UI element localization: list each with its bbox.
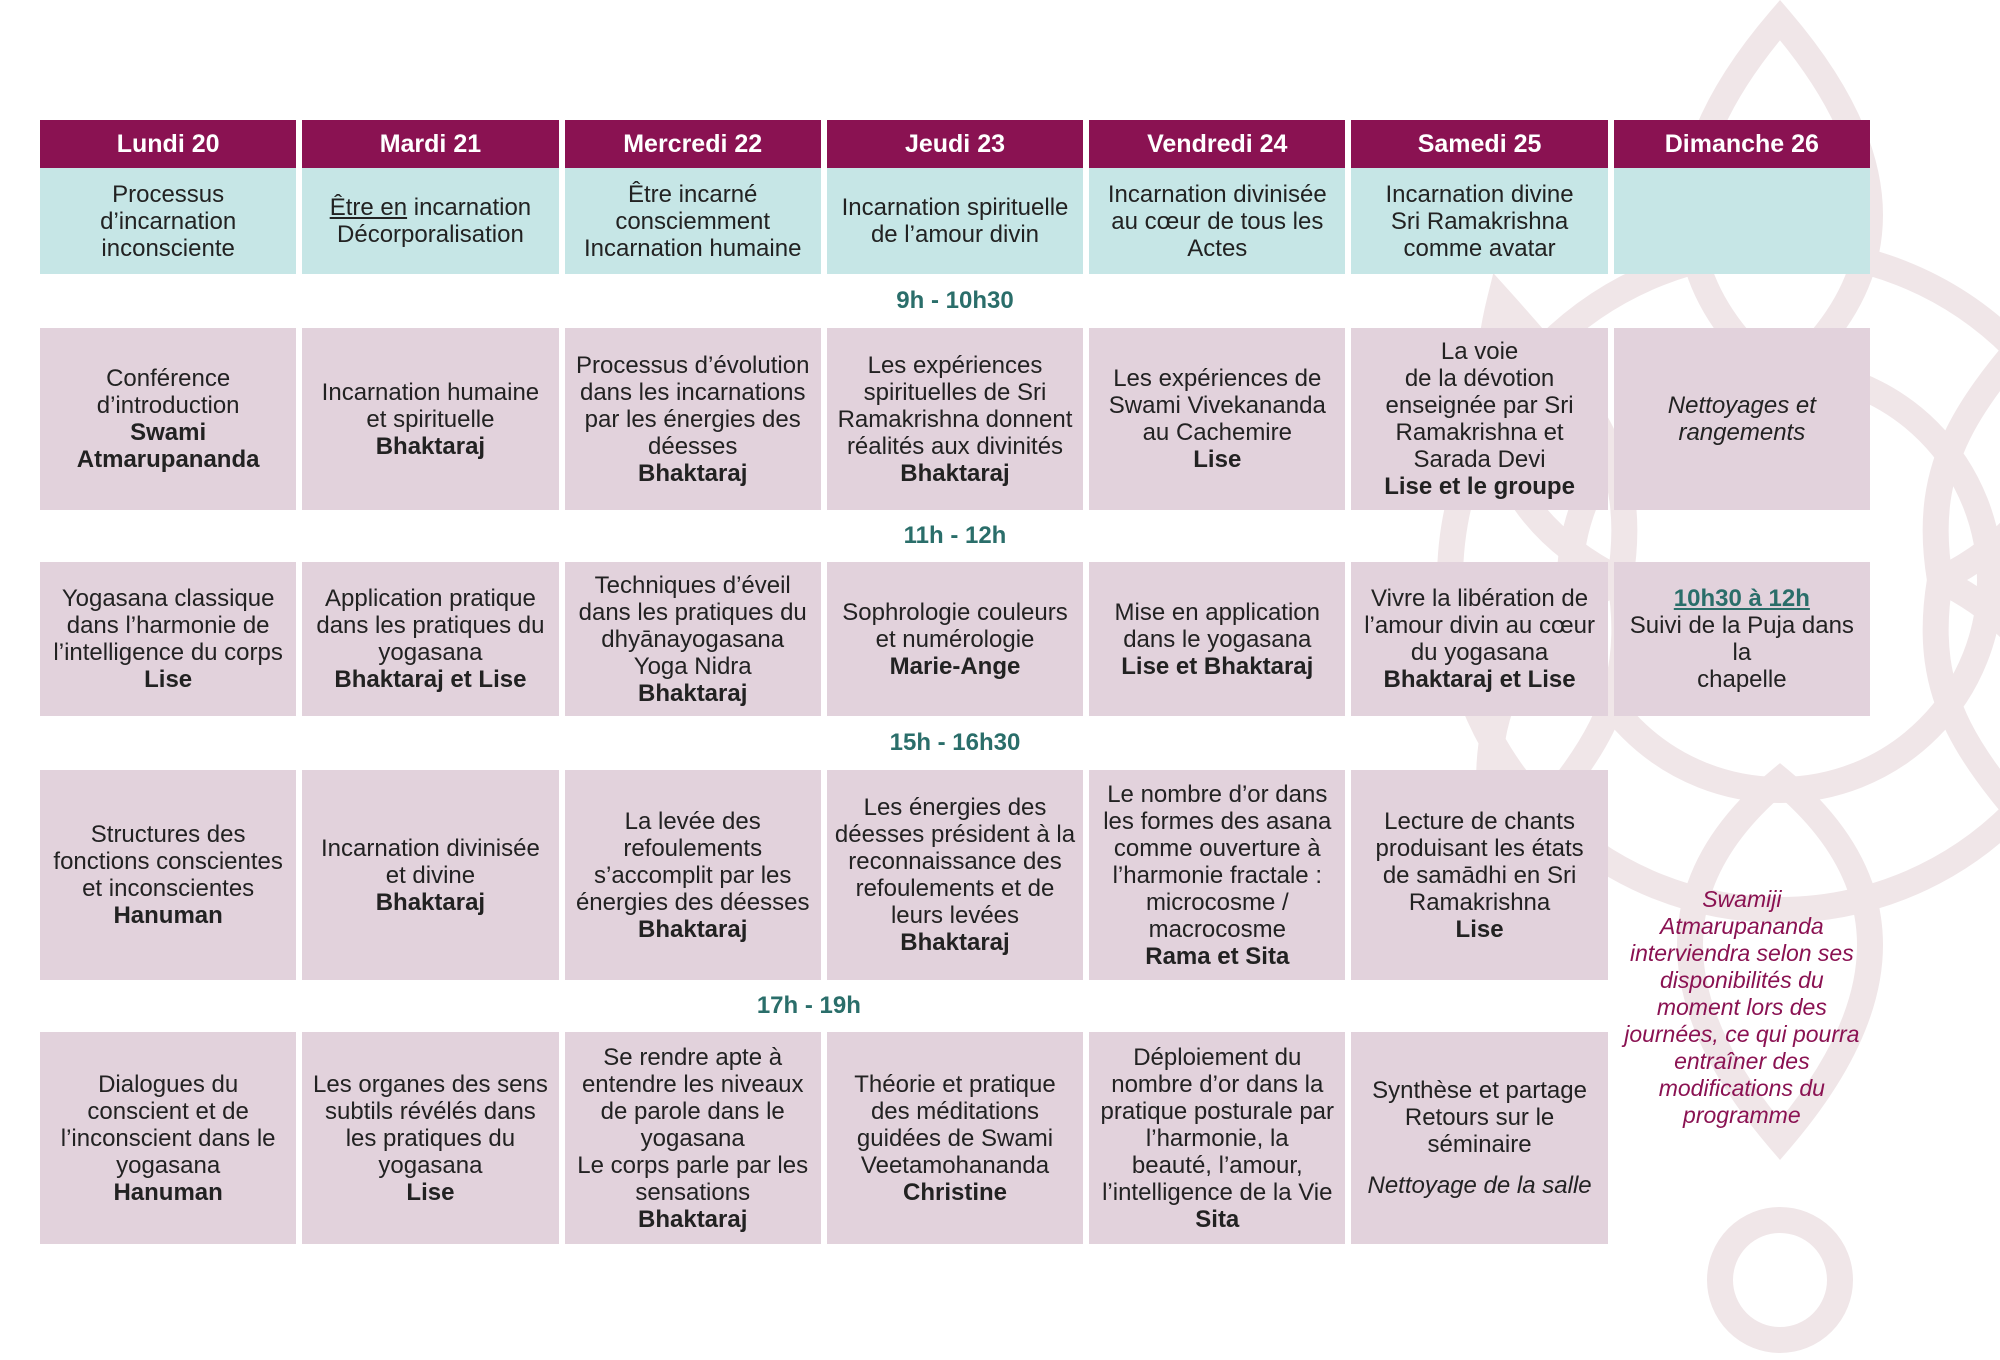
note-line: Atmarupananda bbox=[1659, 912, 1824, 939]
theme-dimanche bbox=[1614, 168, 1870, 274]
day-header-samedi: Samedi 25 bbox=[1351, 120, 1607, 168]
session-2-mercredi bbox=[565, 562, 821, 716]
session-line: Retours sur le bbox=[1404, 1104, 1555, 1131]
session-line: refoulements et de bbox=[855, 875, 1055, 902]
presenter: Bhaktaraj bbox=[375, 432, 486, 460]
session-line: yogasana bbox=[378, 1151, 483, 1179]
session-line: macrocosme bbox=[1148, 915, 1286, 943]
session-line: l’harmonie fractale : bbox=[1112, 861, 1322, 889]
session-line: Incarnation humaine bbox=[321, 378, 540, 406]
session-line: réalités aux divinités bbox=[846, 432, 1064, 460]
session-4-vendredi bbox=[1089, 1032, 1345, 1244]
session-line: sensations bbox=[635, 1178, 751, 1206]
presenter: Bhaktaraj bbox=[900, 929, 1010, 956]
session-line: spirituelles de Sri bbox=[863, 378, 1047, 406]
note-line: Swamiji bbox=[1702, 885, 1782, 912]
session-3-vendredi bbox=[1089, 770, 1345, 980]
session-line: entendre les niveaux bbox=[581, 1070, 804, 1098]
session-line: Structures des bbox=[90, 821, 246, 848]
session-2-mardi bbox=[302, 562, 558, 716]
note-line: interviendra selon ses bbox=[1629, 939, 1854, 966]
session-line: Vivre la libération de bbox=[1371, 585, 1589, 612]
session-line: Yoga Nidra bbox=[633, 652, 752, 680]
session-line: Conférence bbox=[106, 365, 231, 392]
time-slot-4: 17h - 19h bbox=[756, 992, 861, 1019]
session-line: produisant les états bbox=[1375, 834, 1584, 862]
session-line: Sophrologie couleurs bbox=[842, 598, 1068, 626]
note-line: journées, ce qui pourra bbox=[1624, 1020, 1860, 1047]
session-line: rangements bbox=[1678, 419, 1806, 446]
session-line: Ramakrishna bbox=[1408, 888, 1551, 916]
session-line: d’introduction bbox=[96, 392, 240, 419]
session-line: dhyānayogasana bbox=[601, 625, 785, 653]
session-line: refoulements bbox=[623, 834, 763, 862]
session-line: Swami Vivekananda bbox=[1108, 392, 1326, 419]
presenter: Lise bbox=[1193, 446, 1242, 473]
session-line: séminaire bbox=[1427, 1131, 1532, 1158]
session-line: Les expériences bbox=[867, 351, 1043, 379]
day-header-mardi: Mardi 21 bbox=[302, 120, 558, 168]
day-header-dimanche: Dimanche 26 bbox=[1614, 120, 1870, 168]
theme-line: consciemment bbox=[615, 207, 771, 235]
session-1-jeudi bbox=[827, 328, 1083, 510]
day-header-mercredi: Mercredi 22 bbox=[565, 120, 821, 168]
presenter: Marie-Ange bbox=[889, 652, 1021, 680]
session-line: Techniques d’éveil bbox=[594, 571, 791, 599]
session-line: les formes des asana bbox=[1103, 807, 1332, 835]
session-line: comme ouverture à bbox=[1113, 834, 1321, 862]
session-line: et numérologie bbox=[875, 625, 1035, 653]
session-line: Yogasana classique bbox=[61, 585, 275, 612]
session-1-mardi bbox=[302, 328, 558, 510]
presenter: Lise et le groupe bbox=[1384, 473, 1575, 500]
puja-time: 10h30 à 12h bbox=[1673, 585, 1810, 612]
session-line: La voie bbox=[1440, 338, 1519, 365]
presenter: Atmarupananda bbox=[76, 446, 260, 473]
theme-mardi bbox=[302, 168, 558, 274]
session-line: dans les pratiques du bbox=[316, 612, 545, 639]
theme-line: inconsciente bbox=[101, 234, 235, 262]
presenter: Bhaktaraj bbox=[638, 915, 748, 943]
session-line: nombre d’or dans la bbox=[1111, 1070, 1324, 1098]
session-line: l’inconscient dans le bbox=[60, 1124, 276, 1152]
time-slot-2: 11h - 12h bbox=[903, 522, 1007, 549]
day-header-lundi: Lundi 20 bbox=[40, 120, 296, 168]
theme-line: d’incarnation bbox=[100, 207, 237, 235]
session-line: Les expériences de bbox=[1113, 365, 1322, 392]
presenter: Bhaktaraj bbox=[638, 459, 748, 487]
session-3-mercredi bbox=[565, 770, 821, 980]
session-2-vendredi bbox=[1089, 562, 1345, 716]
session-line: Processus d’évolution bbox=[575, 351, 810, 379]
session-line: de samādhi en Sri bbox=[1382, 861, 1577, 889]
session-line: Les énergies des bbox=[863, 794, 1047, 821]
time-slot-3: 15h - 16h30 bbox=[889, 729, 1021, 756]
presenter: Sita bbox=[1195, 1205, 1240, 1233]
theme-line: au cœur de tous les bbox=[1111, 207, 1324, 235]
theme-line bbox=[330, 194, 531, 221]
session-line: Théorie et pratique bbox=[854, 1070, 1056, 1098]
session-line: déesses président à la bbox=[834, 821, 1076, 848]
session-line: reconnaissance des bbox=[848, 848, 1062, 875]
session-line: au Cachemire bbox=[1142, 419, 1292, 446]
session-line: Le corps parle par les bbox=[577, 1151, 809, 1179]
session-2-jeudi bbox=[827, 562, 1083, 716]
session-line: dans les incarnations bbox=[579, 378, 806, 406]
session-1-lundi bbox=[40, 328, 296, 510]
session-line: Veetamohananda bbox=[860, 1151, 1050, 1179]
presenter: Bhaktaraj et Lise bbox=[334, 666, 527, 693]
theme-line: Incarnation humaine bbox=[583, 234, 802, 262]
session-1-samedi bbox=[1351, 328, 1607, 510]
presenter: Hanuman bbox=[113, 902, 223, 929]
presenter: Rama et Sita bbox=[1145, 942, 1290, 970]
session-line: dans les pratiques du bbox=[578, 598, 807, 626]
theme-line: comme avatar bbox=[1403, 234, 1556, 262]
session-line: de la dévotion bbox=[1404, 365, 1555, 392]
session-line: et divine bbox=[385, 861, 476, 889]
session-line: Incarnation divinisée bbox=[321, 834, 540, 862]
session-line: guidées de Swami bbox=[856, 1124, 1054, 1152]
presenter: Bhaktaraj bbox=[638, 679, 748, 707]
session-line: La levée des bbox=[624, 807, 761, 835]
session-line: Nettoyages et bbox=[1667, 392, 1816, 419]
theme-vendredi bbox=[1089, 168, 1345, 274]
note-line: entraîner des bbox=[1674, 1047, 1810, 1074]
theme-line: Incarnation divinisée bbox=[1107, 180, 1327, 208]
session-line: Dialogues du bbox=[98, 1070, 239, 1098]
theme-lundi bbox=[40, 168, 296, 274]
theme-samedi bbox=[1351, 168, 1607, 274]
session-line: Déploiement du bbox=[1133, 1043, 1302, 1071]
session-line: Suivi de la Puja dans la bbox=[1629, 612, 1854, 666]
session-line: dans le yogasana bbox=[1123, 625, 1312, 653]
presenter: Lise bbox=[144, 666, 193, 693]
session-line: s’accomplit par les bbox=[594, 861, 792, 889]
presenter: Bhaktaraj et Lise bbox=[1383, 666, 1576, 693]
presenter: Christine bbox=[902, 1178, 1007, 1206]
session-3-lundi bbox=[40, 770, 296, 980]
note-line: disponibilités du bbox=[1660, 966, 1824, 993]
presenter: Lise bbox=[1455, 915, 1504, 943]
session-line: Les organes des sens bbox=[313, 1070, 548, 1098]
theme-line: Processus bbox=[112, 180, 225, 208]
session-2-samedi bbox=[1351, 562, 1607, 716]
session-line: Synthèse et partage bbox=[1372, 1077, 1587, 1104]
day-header-vendredi: Vendredi 24 bbox=[1089, 120, 1345, 168]
session-3-samedi bbox=[1351, 770, 1607, 980]
day-header-jeudi: Jeudi 23 bbox=[827, 120, 1083, 168]
session-2-lundi bbox=[40, 562, 296, 716]
session-line: Mise en application bbox=[1114, 598, 1320, 626]
session-line: Ramakrishna donnent bbox=[837, 405, 1073, 433]
session-line: conscient et de bbox=[87, 1097, 249, 1125]
swamiji-note bbox=[1614, 770, 1870, 1244]
presenter: Bhaktaraj bbox=[375, 888, 486, 916]
session-line: de parole dans le bbox=[600, 1097, 785, 1125]
presenter: Swami bbox=[130, 419, 207, 446]
session-line: les pratiques du bbox=[345, 1124, 516, 1152]
session-line: et spirituelle bbox=[366, 405, 495, 433]
session-line: yogasana bbox=[378, 639, 483, 666]
session-1-dimanche bbox=[1614, 328, 1870, 510]
session-4-jeudi bbox=[827, 1032, 1083, 1244]
session-line: pratique posturale par bbox=[1100, 1097, 1335, 1125]
session-line: subtils révélés dans bbox=[325, 1097, 536, 1125]
theme-line: de l’amour divin bbox=[870, 221, 1040, 248]
note-line: programme bbox=[1683, 1101, 1801, 1128]
note-line: modifications du bbox=[1658, 1074, 1825, 1101]
session-4-mardi bbox=[302, 1032, 558, 1244]
theme-mercredi bbox=[565, 168, 821, 274]
theme-rest: incarnation bbox=[407, 194, 532, 221]
session-line: enseignée par Sri bbox=[1385, 392, 1574, 419]
session-line: énergies des déesses bbox=[575, 888, 810, 916]
session-3-mardi bbox=[302, 770, 558, 980]
session-line: l’harmonie, la bbox=[1145, 1124, 1289, 1152]
session-line: l’intelligence de la Vie bbox=[1102, 1178, 1333, 1206]
session-line: déesses bbox=[648, 432, 738, 460]
session-4-lundi bbox=[40, 1032, 296, 1244]
session-line: Ramakrishna et bbox=[1395, 419, 1564, 446]
presenter: Hanuman bbox=[113, 1178, 223, 1206]
session-line: microcosme / bbox=[1145, 888, 1289, 916]
session-3-jeudi bbox=[827, 770, 1083, 980]
presenter: Bhaktaraj bbox=[638, 1205, 748, 1233]
session-line: leurs levées bbox=[890, 902, 1020, 929]
theme-line: Sri Ramakrishna bbox=[1390, 207, 1569, 235]
session-line: Nettoyage de la salle bbox=[1367, 1172, 1592, 1199]
theme-line: Incarnation divine bbox=[1385, 180, 1574, 208]
session-2-dimanche bbox=[1614, 562, 1870, 716]
session-line: yogasana bbox=[116, 1151, 221, 1179]
session-line: dans l’harmonie de bbox=[66, 612, 270, 639]
presenter: Bhaktaraj bbox=[900, 459, 1010, 487]
presenter: Lise bbox=[406, 1178, 455, 1206]
session-4-mercredi bbox=[565, 1032, 821, 1244]
session-line: beauté, l’amour, bbox=[1131, 1151, 1303, 1179]
presenter: Lise et Bhaktaraj bbox=[1121, 652, 1314, 680]
session-line: chapelle bbox=[1697, 666, 1787, 693]
session-line: et inconscientes bbox=[82, 875, 255, 902]
session-line: yogasana bbox=[640, 1124, 745, 1152]
session-line: par les énergies des bbox=[584, 405, 801, 433]
session-line: du yogasana bbox=[1410, 639, 1549, 666]
session-line: l’amour divin au cœur bbox=[1364, 612, 1595, 639]
session-line: Lecture de chants bbox=[1384, 807, 1575, 835]
theme-jeudi bbox=[827, 168, 1083, 274]
session-4-samedi bbox=[1351, 1032, 1607, 1244]
session-line: l’intelligence du corps bbox=[53, 639, 283, 666]
theme-underlined: Être en bbox=[329, 194, 408, 221]
session-line: fonctions conscientes bbox=[53, 848, 283, 875]
session-line: Sarada Devi bbox=[1413, 446, 1546, 473]
session-1-vendredi bbox=[1089, 328, 1345, 510]
theme-line: Actes bbox=[1187, 234, 1248, 262]
theme-line: Décorporalisation bbox=[337, 221, 524, 248]
time-slot-1: 9h - 10h30 bbox=[896, 287, 1014, 314]
session-line: Application pratique bbox=[325, 585, 536, 612]
note-line: moment lors des bbox=[1656, 993, 1827, 1020]
session-line: Se rendre apte à bbox=[603, 1043, 783, 1071]
session-line: Le nombre d’or dans bbox=[1107, 780, 1328, 808]
session-line: des méditations bbox=[870, 1097, 1040, 1125]
theme-line: Être incarné bbox=[628, 180, 758, 208]
theme-line: Incarnation spirituelle bbox=[841, 194, 1069, 221]
schedule-table bbox=[40, 120, 1870, 1244]
session-1-mercredi bbox=[565, 328, 821, 510]
